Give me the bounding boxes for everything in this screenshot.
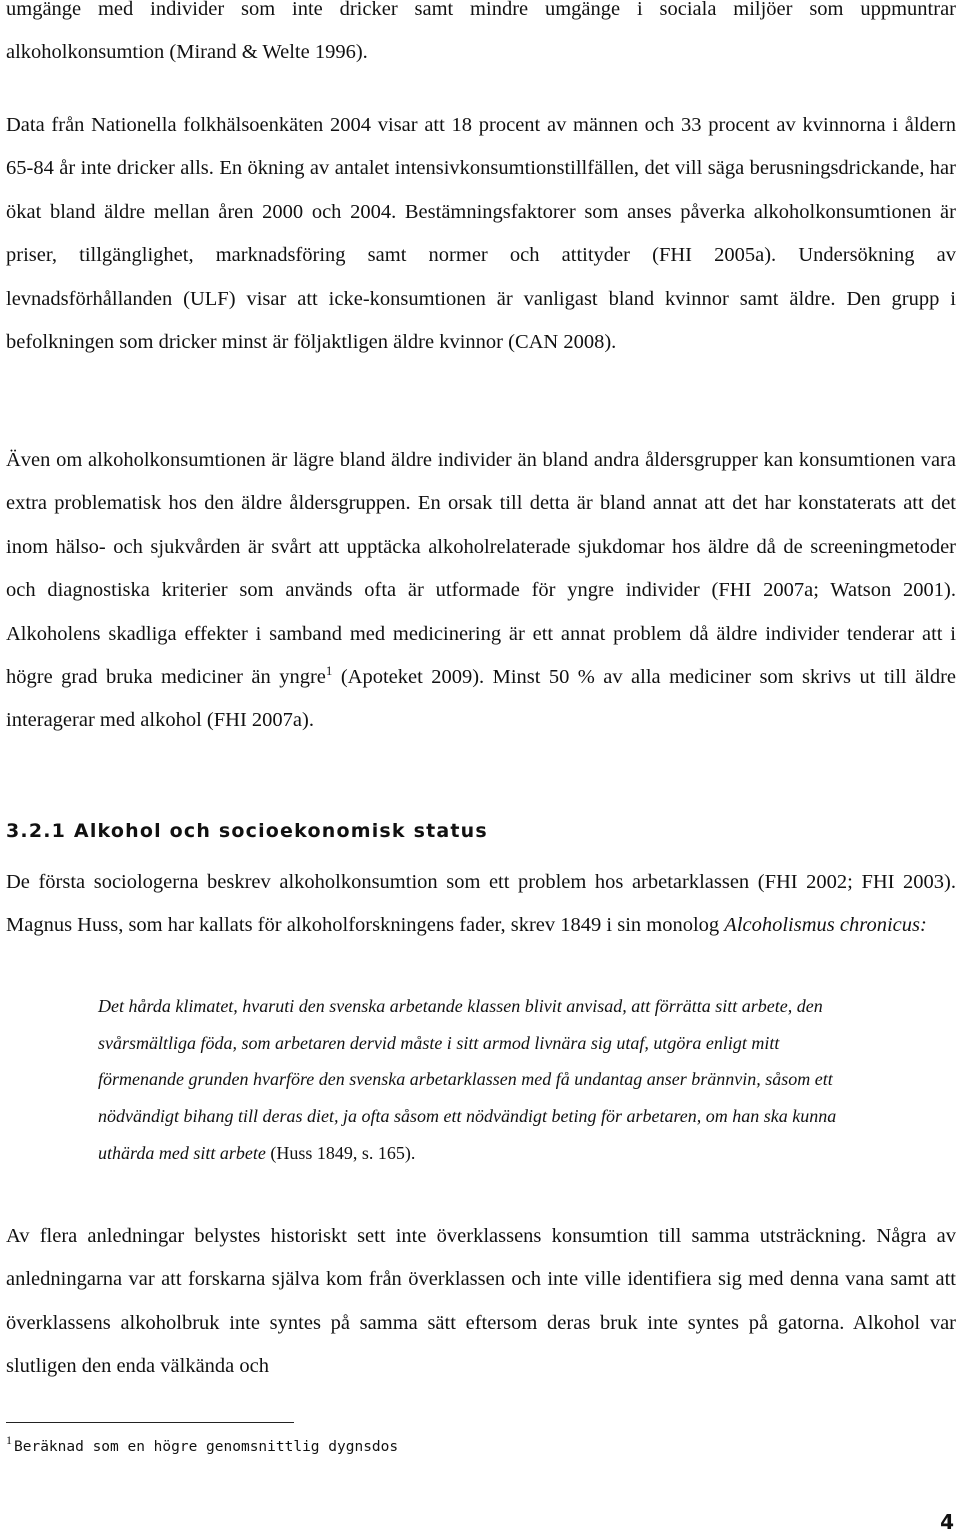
paragraph-text: (Apoteket 2009). Minst 50 % av alla mediciner som skrivs ut till äldre interagerar med alkohol (FHI 2007a).: [6, 666, 957, 732]
paragraph-elderly-problems: [6, 439, 956, 743]
footnote-divider: [6, 1422, 294, 1423]
paragraph-text: De första sociologerna beskrev alkoholkonsumtion som ett problem hos arbetarklassen (FHI 2002; FHI 2003). Magnus Huss, som har kallats för alkoholforskningens fader, skrev 1849 i sin monolog: [6, 871, 956, 937]
quote-citation: (Huss 1849, s. 165).: [265, 1142, 416, 1163]
footnote: [6, 1433, 399, 1458]
paragraph-continuation: umgänge med individer som inte dricker samt mindre umgänge i sociala miljöer som uppmuntrar alkoholkonsumtion (Mirand & Welte 1996).: [6, 0, 956, 64]
footnote-mark: 1: [6, 1433, 12, 1447]
paragraph-upper-class: Av flera anledningar belystes historiskt sett inte överklassens konsumtion till samma utsträckning. Några av anledningarna var att forskarna själva kom från överklassen och inte ville identifiera sig med denna vana samt att överklassens alkoholbruk inte syntes på samma sätt eftersom deras bruk inte syntes på gatorna. Alkohol var slutligen den enda välkända och: [6, 1225, 956, 1378]
section-heading: 3.2.1 Alkohol och socioekonomisk status: [6, 820, 488, 842]
work-title: Alcoholismus chronicus:: [724, 914, 927, 937]
paragraph-consumption-statistics: Data från Nationella folkhälsoenkäten 2004 visar att 18 procent av männen och 33 procent av kvinnorna i åldern 65-84 år inte dricker alls. En ökning av antalet intensivkonsumtionstillfällen, det vill säga berusningsdrickande, har ökat bland äldre mellan åren 2000 och 2004. Bestämningsfaktorer som anses påverka alkoholkonsumtionen är priser, tillgänglighet, marknadsföring samt normer och attityder (FHI 2005a). Undersökning av levnadsförhållanden (ULF) visar att icke-konsumtionen är vanligast bland kvinnor samt äldre. Den grupp i befolkningen som dricker minst är följaktligen äldre kvinnor (CAN 2008).: [6, 114, 956, 354]
block-quote: [98, 988, 858, 1172]
footnote-reference[interactable]: 1: [325, 663, 333, 679]
page-number: 4: [940, 1510, 954, 1534]
quote-text: Det hårda klimatet, hvaruti den svenska arbetande klassen blivit anvisad, att förrätta sitt arbete, den svårsmältliga föda, som arbetaren dervid måste i sitt armod livnära sig utaf, utgöra enligt mitt förmenande grunden hvarföre den svenska arbetarklassen med få undantag anser brännvin, såsom ett nödvändigt bihang till deras diet, ja ofta såsom ett nödvändigt beting för arbetaren, om han ska kunna uthärda med sitt arbete: [98, 996, 837, 1163]
paragraph-text: Även om alkoholkonsumtionen är lägre bland äldre individer än bland andra åldersgrupper kan konsumtionen vara extra problematisk hos den äldre åldersgruppen. En orsak till detta är bland annat att det har konstaterats att det inom hälso- och sjukvården är svårt att upptäcka alkoholrelaterade sjukdomar hos äldre då de screeningmetoder och diagnostiska kriterier som används ofta är utformade för yngre individer (FHI 2007a; Watson 2001). Alkoholens skadliga effekter i samband med medicinering är ett annat problem då äldre individer tenderar att i högre grad bruka mediciner än yngre: [6, 449, 956, 689]
paragraph-sociologists: [6, 861, 956, 948]
footnote-text: Beräknad som en högre genomsnittlig dygnsdos: [14, 1439, 399, 1455]
